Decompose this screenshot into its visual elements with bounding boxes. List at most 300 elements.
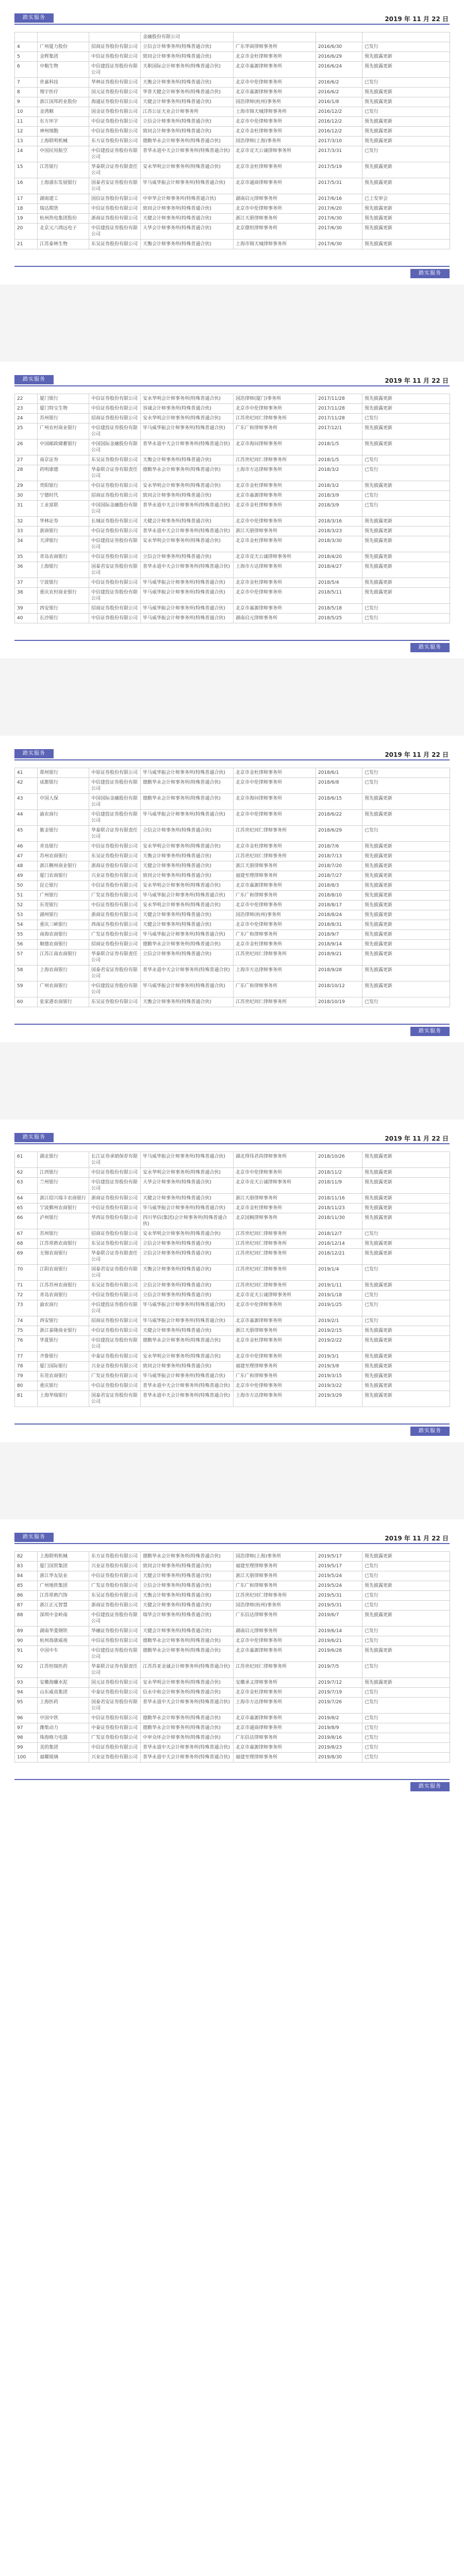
company-name: 青岛农商银行	[38, 552, 89, 562]
header-tag: 踏实服务	[14, 13, 54, 23]
accounting-firm: 安永华明会计师事务所(特殊普通合伙)	[141, 901, 234, 910]
row-number: 100	[15, 1753, 38, 1762]
report-date: 2019 年 11 月 22 日	[385, 1135, 449, 1142]
sponsor-institution: 招商证券股份有限公司	[89, 1229, 141, 1239]
filing-date: 2018/7/27	[316, 871, 362, 881]
table-row	[15, 404, 450, 414]
page-gap	[0, 284, 464, 362]
review-status: 预先披露更新	[362, 536, 450, 552]
filing-date: 2018/7/20	[316, 861, 362, 871]
company-name: 湖南华菱钢铁	[38, 1626, 89, 1636]
sponsor-institution: 招商证券股份有限公司	[89, 604, 141, 614]
accounting-firm: 中审众环会计师事务所(特殊普通合伙)	[141, 1733, 234, 1743]
table-row	[15, 1662, 450, 1678]
law-firm: 国浩律师(杭州)事务所	[234, 97, 316, 107]
filing-date: 2018/12/21	[316, 1249, 362, 1265]
law-firm: 湖南启元律师事务所	[234, 194, 316, 204]
sponsor-institution: 中信证券股份有限公司	[89, 1204, 141, 1213]
law-firm: 福建至理律师事务所	[234, 1362, 316, 1371]
filing-date: 2018/5/11	[316, 588, 362, 604]
header-tag: 踏实服务	[14, 375, 54, 384]
sponsor-institution: 中信建投证券股份有限公司	[89, 588, 141, 604]
accounting-firm: 信永中和会计师事务所(特殊普通合伙)	[141, 1688, 234, 1698]
law-firm: 江苏世纪同仁律师事务所	[234, 1591, 316, 1601]
company-name: 长沙银行	[38, 614, 89, 623]
law-firm: 北京市金杜律师事务所	[234, 162, 316, 178]
table-row	[15, 881, 450, 891]
filing-date: 2019/8/9	[316, 1723, 362, 1733]
row-number: 59	[15, 981, 38, 997]
accounting-firm: 安永华明会计师事务所(特殊普通合伙)	[141, 414, 234, 423]
row-number: 51	[15, 891, 38, 901]
law-firm: 广东华商律师事务所	[234, 42, 316, 52]
filing-date: 2018/6/15	[316, 794, 362, 810]
sponsor-institution: 中信证券股份有限公司	[89, 117, 141, 127]
filing-date: 2016/6/24	[316, 62, 362, 78]
table-row	[15, 1562, 450, 1571]
company-name: 宁德时代	[38, 491, 89, 501]
law-firm: 北京市嘉源律师事务所	[234, 1316, 316, 1326]
row-number: 8	[15, 88, 38, 97]
company-name: 上海农商银行	[38, 965, 89, 981]
row-number: 30	[15, 491, 38, 501]
row-number: 45	[15, 826, 38, 842]
law-firm: 上海市方达律师事务所	[234, 465, 316, 481]
row-number: 11	[15, 117, 38, 127]
filing-date: 2018/5/18	[316, 604, 362, 614]
document-page	[0, 1124, 464, 1442]
ipo-table	[14, 32, 450, 249]
sponsor-institution: 华泰联合证券有限责任公司	[89, 1662, 141, 1678]
filing-date: 2019/7/5	[316, 1662, 362, 1678]
law-firm: 江苏世纪同仁律师事务所	[234, 1281, 316, 1291]
company-name: 福耀玻璃	[38, 1753, 89, 1762]
table-row	[15, 137, 450, 146]
company-name: 成都银行	[38, 778, 89, 794]
filing-date: 2018/6/8	[316, 778, 362, 794]
company-name: 上海医药	[38, 1698, 89, 1714]
sponsor-institution: 华泰联合证券有限责任公司	[89, 1249, 141, 1265]
company-name: 神州细胞	[38, 127, 89, 137]
law-firm: 江苏世纪同仁律师事务所	[234, 455, 316, 465]
filing-date: 2019/2/22	[316, 1336, 362, 1352]
review-status: 已发行	[362, 768, 450, 778]
row-number: 25	[15, 423, 38, 439]
company-name: 浙江绍兴瑞丰农商银行	[38, 1194, 89, 1204]
sponsor-institution: 中信证券股份有限公司	[89, 1381, 141, 1391]
footer-tag: 踏实服务	[410, 1427, 450, 1436]
law-firm: 广东信达律师事务所	[234, 1611, 316, 1626]
sponsor-institution: 兴业证券股份有限公司	[89, 1362, 141, 1371]
accounting-firm: 致同会计师事务所(特殊普通合伙)	[141, 491, 234, 501]
law-firm: 江苏世纪同仁律师事务所	[234, 852, 316, 861]
sponsor-institution: 中信证券股份有限公司	[89, 901, 141, 910]
accounting-firm: 天健会计师事务所(特殊普通合伙)	[141, 517, 234, 527]
table-row	[15, 1178, 450, 1194]
company-name: 广州厦力股份	[38, 42, 89, 52]
filing-date: 2018/5/4	[316, 578, 362, 588]
table-row	[15, 1204, 450, 1213]
review-status: 预先披露更新	[362, 1152, 450, 1168]
law-firm: 北京市嘉源律师事务所	[234, 491, 316, 501]
law-firm: 北京市金杜律师事务所	[234, 52, 316, 62]
sponsor-institution: 中原证券股份有限公司	[89, 768, 141, 778]
accounting-firm: 安永华明会计师事务所(特殊普通合伙)	[141, 1678, 234, 1688]
company-name: 厦门国贸集团	[38, 1562, 89, 1571]
table-row	[15, 1371, 450, 1381]
accounting-firm: 安永华明会计师事务所(特殊普通合伙)	[141, 536, 234, 552]
sponsor-institution: 中信建投证券股份有限公司	[89, 1646, 141, 1662]
footer-rule	[14, 1423, 450, 1425]
table-row	[15, 588, 450, 604]
law-firm: 北京市金杜律师事务所	[234, 127, 316, 137]
row-number: 28	[15, 465, 38, 481]
review-status: 预先披露更新	[362, 1178, 450, 1194]
table-row	[15, 861, 450, 871]
footer-rule	[14, 1779, 450, 1780]
ipo-table	[14, 1151, 450, 1407]
law-firm: 江苏世纪同仁律师事务所	[234, 414, 316, 423]
table-row	[15, 62, 450, 78]
filing-date: 2018/5/25	[316, 614, 362, 623]
company-name: 华林证券	[38, 517, 89, 527]
row-number	[15, 32, 38, 42]
company-name: 紫金银行	[38, 826, 89, 842]
review-status: 预先披露更新	[362, 88, 450, 97]
filing-date: 2018/9/28	[316, 965, 362, 981]
filing-date: 2018/10/26	[316, 1152, 362, 1168]
ipo-table	[14, 394, 450, 623]
sponsor-institution: 国元证券股份有限公司	[89, 1678, 141, 1688]
filing-date: 2019/3/15	[316, 1371, 362, 1381]
accounting-firm: 致同会计师事务所(特殊普通合伙)	[141, 52, 234, 62]
accounting-firm: 毕马威华振会计师事务所(特殊普通合伙)	[141, 423, 234, 439]
review-status: 预先披露更新	[362, 394, 450, 404]
accounting-firm: 德勤华永会计师事务所(特殊普通合伙)	[141, 940, 234, 950]
review-status: 已发行	[362, 1229, 450, 1239]
review-status: 预先披露更新	[362, 1362, 450, 1371]
table-row	[15, 481, 450, 491]
company-name: 珠海格力电器	[38, 1733, 89, 1743]
filing-date: 2018/8/24	[316, 910, 362, 920]
review-status: 已发行	[362, 1591, 450, 1601]
sponsor-institution: 中信建投证券股份有限公司	[89, 536, 141, 552]
company-name	[38, 32, 89, 42]
review-status: 预先披露更新	[362, 965, 450, 981]
company-name: 江西银行	[38, 1168, 89, 1178]
sponsor-institution: 中泰证券股份有限公司	[89, 1352, 141, 1362]
review-status: 预先披露更新	[362, 588, 450, 604]
table-row	[15, 794, 450, 810]
accounting-firm: 致同会计师事务所(特殊普通合伙)	[141, 1562, 234, 1571]
table-row	[15, 204, 450, 214]
filing-date: 2016/1/8	[316, 97, 362, 107]
filing-date: 2018/3/9	[316, 501, 362, 517]
row-number: 36	[15, 562, 38, 578]
table-row	[15, 1688, 450, 1698]
report-date: 2019 年 11 月 22 日	[385, 15, 449, 23]
sponsor-institution: 中国国际金融股份有限公司	[89, 794, 141, 810]
accounting-firm: 德勤华永会计师事务所(特殊普通合伙)	[141, 1336, 234, 1352]
row-number: 57	[15, 950, 38, 965]
accounting-firm: 立信会计师事务所(特殊普通合伙)	[141, 826, 234, 842]
company-name: 江苏江南农商银行	[38, 950, 89, 965]
filing-date: 2017/11/28	[316, 414, 362, 423]
ipo-table	[14, 768, 450, 1007]
review-status: 预先披露更新	[362, 578, 450, 588]
review-status: 预先披露更新	[362, 1326, 450, 1336]
review-status: 预先披露更新	[362, 423, 450, 439]
accounting-firm: 天职国际会计师事务所(特殊普通合伙)	[141, 62, 234, 78]
sponsor-institution: 中信证券股份有限公司	[89, 204, 141, 214]
company-name: 兰州银行	[38, 1178, 89, 1194]
accounting-firm: 毕马威华振会计师事务所(特殊普通合伙)	[141, 588, 234, 604]
page-gap	[0, 658, 464, 736]
sponsor-institution: 中信证券股份有限公司	[89, 1326, 141, 1336]
sponsor-institution: 浙商证券股份有限公司	[89, 214, 141, 224]
company-name: 上海华瑞银行	[38, 1391, 89, 1407]
sponsor-institution	[89, 32, 141, 42]
accounting-firm: 德勤华永会计师事务所(特殊普通合伙)	[141, 1723, 234, 1733]
review-status: 预先披露更新	[362, 881, 450, 891]
table-row	[15, 852, 450, 861]
company-name: 江苏苏州农商银行	[38, 1281, 89, 1291]
company-name: 无锡农商银行	[38, 1249, 89, 1265]
filing-date: 2019/3/8	[316, 1362, 362, 1371]
law-firm: 北京市竞天公诚律师事务所	[234, 1178, 316, 1194]
table-row	[15, 1352, 450, 1362]
row-number: 97	[15, 1723, 38, 1733]
header-tag: 踏实服务	[14, 1533, 54, 1542]
filing-date: 2019/6/21	[316, 1636, 362, 1646]
row-number: 17	[15, 194, 38, 204]
filing-date: 2017/11/28	[316, 404, 362, 414]
company-name: 重庆农村商业银行	[38, 588, 89, 604]
row-number: 94	[15, 1688, 38, 1698]
row-number: 71	[15, 1281, 38, 1291]
sponsor-institution: 中信建投证券股份有限公司	[89, 224, 141, 240]
accounting-firm: 德勤华永会计师事务所(特殊普通合伙)	[141, 794, 234, 810]
filing-date: 2019/5/17	[316, 1562, 362, 1571]
table-row	[15, 1581, 450, 1591]
filing-date: 2019/6/28	[316, 1646, 362, 1662]
company-name: 上海浦东发展银行	[38, 178, 89, 194]
sponsor-institution: 华西证券股份有限公司	[89, 1213, 141, 1229]
page-header	[0, 740, 464, 764]
table-row	[15, 394, 450, 404]
accounting-firm: 华普天健会计师事务所(特殊普通合伙)	[141, 88, 234, 97]
row-number: 63	[15, 1178, 38, 1194]
law-firm: 北京市中伦律师事务所	[234, 117, 316, 127]
accounting-firm: 德勤华永会计师事务所(特殊普通合伙)	[141, 465, 234, 481]
table-row	[15, 826, 450, 842]
row-number: 7	[15, 78, 38, 88]
row-number: 37	[15, 578, 38, 588]
review-status: 已发行	[362, 501, 450, 517]
row-number: 44	[15, 810, 38, 826]
row-number: 10	[15, 107, 38, 117]
sponsor-institution: 国泰君安证券股份有限公司	[89, 1391, 141, 1407]
table-row	[15, 224, 450, 240]
table-row	[15, 940, 450, 950]
company-name: 山东威高集团	[38, 1688, 89, 1698]
page-header	[0, 366, 464, 389]
row-number: 23	[15, 404, 38, 414]
filing-date: 2019/3/29	[316, 1391, 362, 1407]
sponsor-institution: 国信证券股份有限公司	[89, 194, 141, 204]
company-name: 翔宇医疗	[38, 88, 89, 97]
review-status: 已发行	[362, 1662, 450, 1678]
filing-date: 2018/11/9	[316, 1178, 362, 1194]
page-footer	[0, 635, 464, 658]
review-status: 预先披露更新	[362, 1204, 450, 1213]
review-status: 预先披露更新	[362, 891, 450, 901]
law-firm: 国浩律师(厦门)事务所	[234, 394, 316, 404]
review-status: 预先披露更新	[362, 404, 450, 414]
accounting-firm: 天健会计师事务所(特殊普通合伙)	[141, 97, 234, 107]
review-status: 已发行	[362, 1626, 450, 1636]
page-footer	[0, 261, 464, 284]
company-name: 金辉集团	[38, 52, 89, 62]
sponsor-institution: 中泰证券股份有限公司	[89, 1723, 141, 1733]
table-row	[15, 1723, 450, 1733]
company-name: 中粮生物	[38, 62, 89, 78]
law-firm: 浙江天册律师事务所	[234, 1326, 316, 1336]
review-status: 预先披露更新	[362, 1581, 450, 1591]
header-rule	[14, 1543, 450, 1544]
row-number: 48	[15, 861, 38, 871]
sponsor-institution: 中信证券股份有限公司	[89, 842, 141, 852]
filing-date: 2018/11/23	[316, 1204, 362, 1213]
review-status: 预先披露更新	[362, 52, 450, 62]
accounting-firm: 立信会计师事务所(特殊普通合伙)	[141, 1239, 234, 1249]
sponsor-institution: 华泰联合证券有限责任公司	[89, 826, 141, 842]
table-row	[15, 930, 450, 940]
table-row	[15, 981, 450, 997]
table-row	[15, 920, 450, 930]
law-firm: 浙江天册律师事务所	[234, 861, 316, 871]
accounting-firm: 毕马威华振会计师事务所(特殊普通合伙)	[141, 604, 234, 614]
review-status: 预先披露更新	[362, 1552, 450, 1562]
table-row	[15, 1591, 450, 1601]
company-name: 齐鲁银行	[38, 1352, 89, 1362]
page-footer	[0, 1019, 464, 1042]
page-gap	[0, 1442, 464, 1519]
company-name: 广州农商银行	[38, 981, 89, 997]
sponsor-institution: 国泰君安证券股份有限公司	[89, 1698, 141, 1714]
table-row	[15, 578, 450, 588]
company-name: 广州地铁集团	[38, 1581, 89, 1591]
review-status: 已发行	[362, 1733, 450, 1743]
law-firm: 上海市方达律师事务所	[234, 1698, 316, 1714]
sponsor-institution: 中信建投证券股份有限公司	[89, 1336, 141, 1352]
company-name: 厦门特宝生物	[38, 404, 89, 414]
law-firm: 北京市金杜律师事务所	[234, 940, 316, 950]
sponsor-institution: 中信证券股份有限公司	[89, 127, 141, 137]
table-row	[15, 950, 450, 965]
row-number: 24	[15, 414, 38, 423]
law-firm: 湖北得伟君尚律师事务所	[234, 1152, 316, 1168]
review-status: 预先披露更新	[362, 981, 450, 997]
document-page	[0, 4, 464, 284]
filing-date: 2018/12/7	[316, 1229, 362, 1239]
table-row	[15, 810, 450, 826]
filing-date: 2019/6/7	[316, 1611, 362, 1626]
sponsor-institution: 中信建投证券股份有限公司	[89, 981, 141, 997]
accounting-firm: 毕马威华振会计师事务所(特殊普通合伙)	[141, 614, 234, 623]
table-row	[15, 194, 450, 204]
law-firm: 北京德恒律师事务所	[234, 224, 316, 240]
row-number: 83	[15, 1562, 38, 1571]
table-row	[15, 414, 450, 423]
law-firm: 湖南启元律师事务所	[234, 614, 316, 623]
accounting-firm: 毕马威华振会计师事务所(特殊普通合伙)	[141, 930, 234, 940]
row-number: 80	[15, 1381, 38, 1391]
row-number: 22	[15, 394, 38, 404]
accounting-firm: 立信会计师事务所(特殊普通合伙)	[141, 117, 234, 127]
company-name: 杭州海康威视	[38, 1636, 89, 1646]
law-firm: 广东广和律师事务所	[234, 891, 316, 901]
accounting-firm: 普华永道中天会计师事务所(特殊普通合伙)	[141, 1391, 234, 1407]
row-number: 9	[15, 97, 38, 107]
company-name: 重庆银行	[38, 1381, 89, 1391]
sponsor-institution: 兴业证券股份有限公司	[89, 1562, 141, 1571]
filing-date: 2018/7/13	[316, 852, 362, 861]
sponsor-institution: 中信建投证券股份有限公司	[89, 146, 141, 162]
table-row	[15, 146, 450, 162]
law-firm: 北京市中伦律师事务所	[234, 778, 316, 794]
law-firm: 北京市竞天公诚律师事务所	[234, 1291, 316, 1300]
table-row	[15, 465, 450, 481]
company-name: 厦门国际银行	[38, 1362, 89, 1371]
law-firm: 北京市中伦律师事务所	[234, 204, 316, 214]
row-number: 43	[15, 794, 38, 810]
filing-date: 2017/6/30	[316, 240, 362, 249]
filing-date: 2018/9/21	[316, 950, 362, 965]
law-firm: 北京市海问律师事务所	[234, 439, 316, 455]
table-row	[15, 1291, 450, 1300]
table-row	[15, 910, 450, 920]
row-number: 92	[15, 1662, 38, 1678]
accounting-firm: 安永华明会计师事务所(特殊普通合伙)	[141, 1168, 234, 1178]
company-name: 浙江泰隆商业银行	[38, 1326, 89, 1336]
accounting-firm: 安永华明会计师事务所(特殊普通合伙)	[141, 394, 234, 404]
table-row	[15, 1229, 450, 1239]
accounting-firm: 致同会计师事务所(特殊普通合伙)	[141, 204, 234, 214]
review-status: 已发行	[362, 614, 450, 623]
review-status: 预先披露更新	[362, 910, 450, 920]
row-number: 82	[15, 1552, 38, 1562]
row-number: 81	[15, 1391, 38, 1407]
row-number: 52	[15, 901, 38, 910]
row-number: 74	[15, 1316, 38, 1326]
row-number: 55	[15, 930, 38, 940]
accounting-firm: 普华永道中天会计师事务所(特殊普通合伙)	[141, 965, 234, 981]
company-name: 江苏常熟农商银行	[38, 1239, 89, 1249]
law-firm: 北京市金杜律师事务所	[234, 578, 316, 588]
company-name: 江苏银行	[38, 162, 89, 178]
table-row	[15, 1636, 450, 1646]
report-date: 2019 年 11 月 22 日	[385, 377, 449, 384]
sponsor-institution: 西南证券股份有限公司	[89, 920, 141, 930]
sponsor-institution: 招商证券股份有限公司	[89, 414, 141, 423]
row-number: 6	[15, 62, 38, 78]
sponsor-institution: 东吴证券股份有限公司	[89, 1591, 141, 1601]
filing-date: 2018/6/29	[316, 826, 362, 842]
company-name: 西安银行	[38, 604, 89, 614]
filing-date: 2016/12/2	[316, 127, 362, 137]
company-name: 南京证券	[38, 455, 89, 465]
